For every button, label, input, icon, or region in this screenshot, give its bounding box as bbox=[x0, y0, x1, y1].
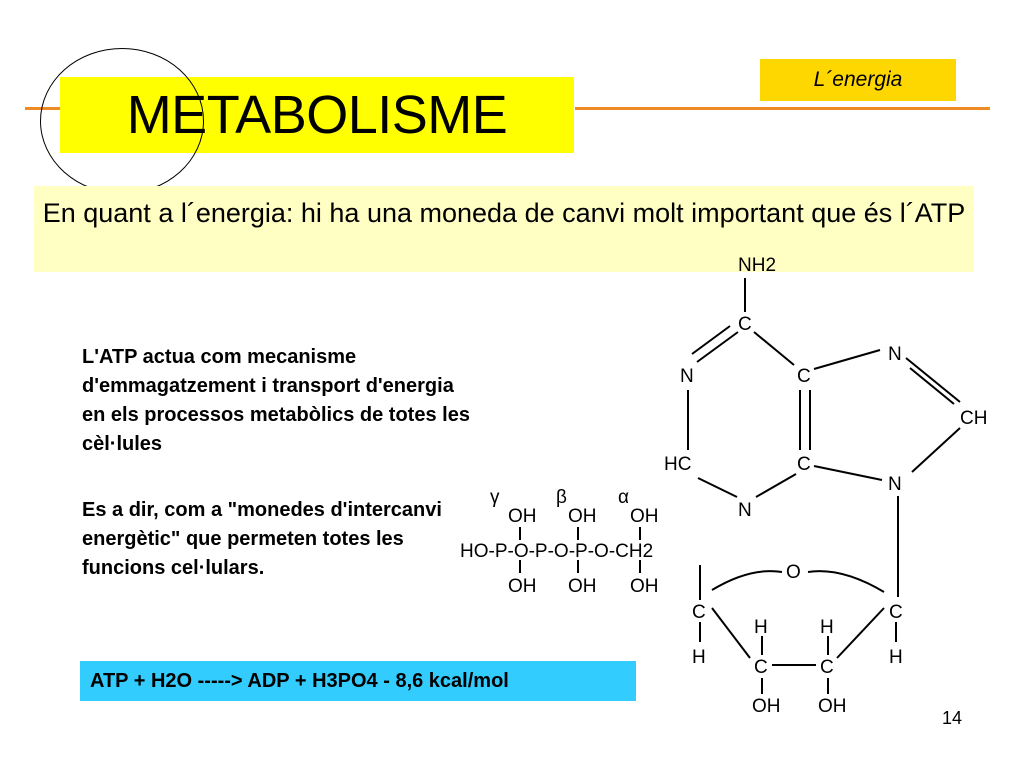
sugar-c-right: C bbox=[889, 602, 903, 623]
sugar-c-bottom-right: C bbox=[820, 657, 834, 678]
atom-hc: HC bbox=[664, 454, 692, 475]
atp-hydrolysis-equation: ATP + H2O -----> ADP + H3PO4 - 8,6 kcal/mol bbox=[90, 669, 509, 692]
paragraph-energy-currency: Es a dir, com a "monedes d'intercanvi energètic" que permeten totes les funcions cel·lulars. bbox=[82, 499, 442, 579]
ring-oxygen: O bbox=[786, 562, 801, 583]
beta-label: β bbox=[556, 487, 567, 508]
sugar-h-left: H bbox=[692, 647, 706, 668]
oh-gamma-top: OH bbox=[508, 506, 537, 527]
atom-c-mid2: C bbox=[797, 454, 811, 475]
alpha-label: α bbox=[618, 487, 629, 508]
sugar-c-left: C bbox=[692, 602, 706, 623]
sugar-h-inner-right: H bbox=[820, 617, 834, 638]
oh-gamma-bottom: OH bbox=[508, 576, 537, 597]
oh-beta-bottom: OH bbox=[568, 576, 597, 597]
phosphate-chain: HO-P-O-P-O-P-O-CH2 bbox=[460, 541, 654, 562]
atom-n-left: N bbox=[680, 366, 694, 387]
sugar-h-right: H bbox=[889, 647, 903, 668]
sugar-oh-left: OH bbox=[752, 696, 781, 717]
slide-title: METABOLISME bbox=[126, 85, 508, 145]
oh-alpha-bottom: OH bbox=[630, 576, 659, 597]
atom-ch: CH bbox=[960, 408, 988, 429]
slide-subtitle: En quant a l´energia: hi ha una moneda de canvi molt important que és l´ATP bbox=[42, 198, 966, 228]
sugar-c-bottom-left: C bbox=[754, 657, 768, 678]
sugar-oh-right: OH bbox=[818, 696, 847, 717]
page-number: 14 bbox=[942, 708, 963, 728]
atom-n-right-bottom: N bbox=[888, 474, 902, 495]
section-tag: L´energia bbox=[813, 68, 903, 91]
atom-c-top: C bbox=[738, 314, 752, 335]
sugar-h-inner-left: H bbox=[754, 617, 768, 638]
atom-n-right-top: N bbox=[888, 344, 902, 365]
oh-beta-top: OH bbox=[568, 506, 597, 527]
oh-alpha-top: OH bbox=[630, 506, 659, 527]
paragraph-atp-function: L'ATP actua com mecanisme d'emmagatzement i transport d'energia en els processos metabòlics de totes les cèl·lules bbox=[82, 346, 470, 455]
atom-n-bottom: N bbox=[738, 500, 752, 521]
nh2-label: NH2 bbox=[738, 255, 777, 276]
gamma-label: γ bbox=[490, 487, 500, 508]
atom-c-mid1: C bbox=[797, 366, 811, 387]
